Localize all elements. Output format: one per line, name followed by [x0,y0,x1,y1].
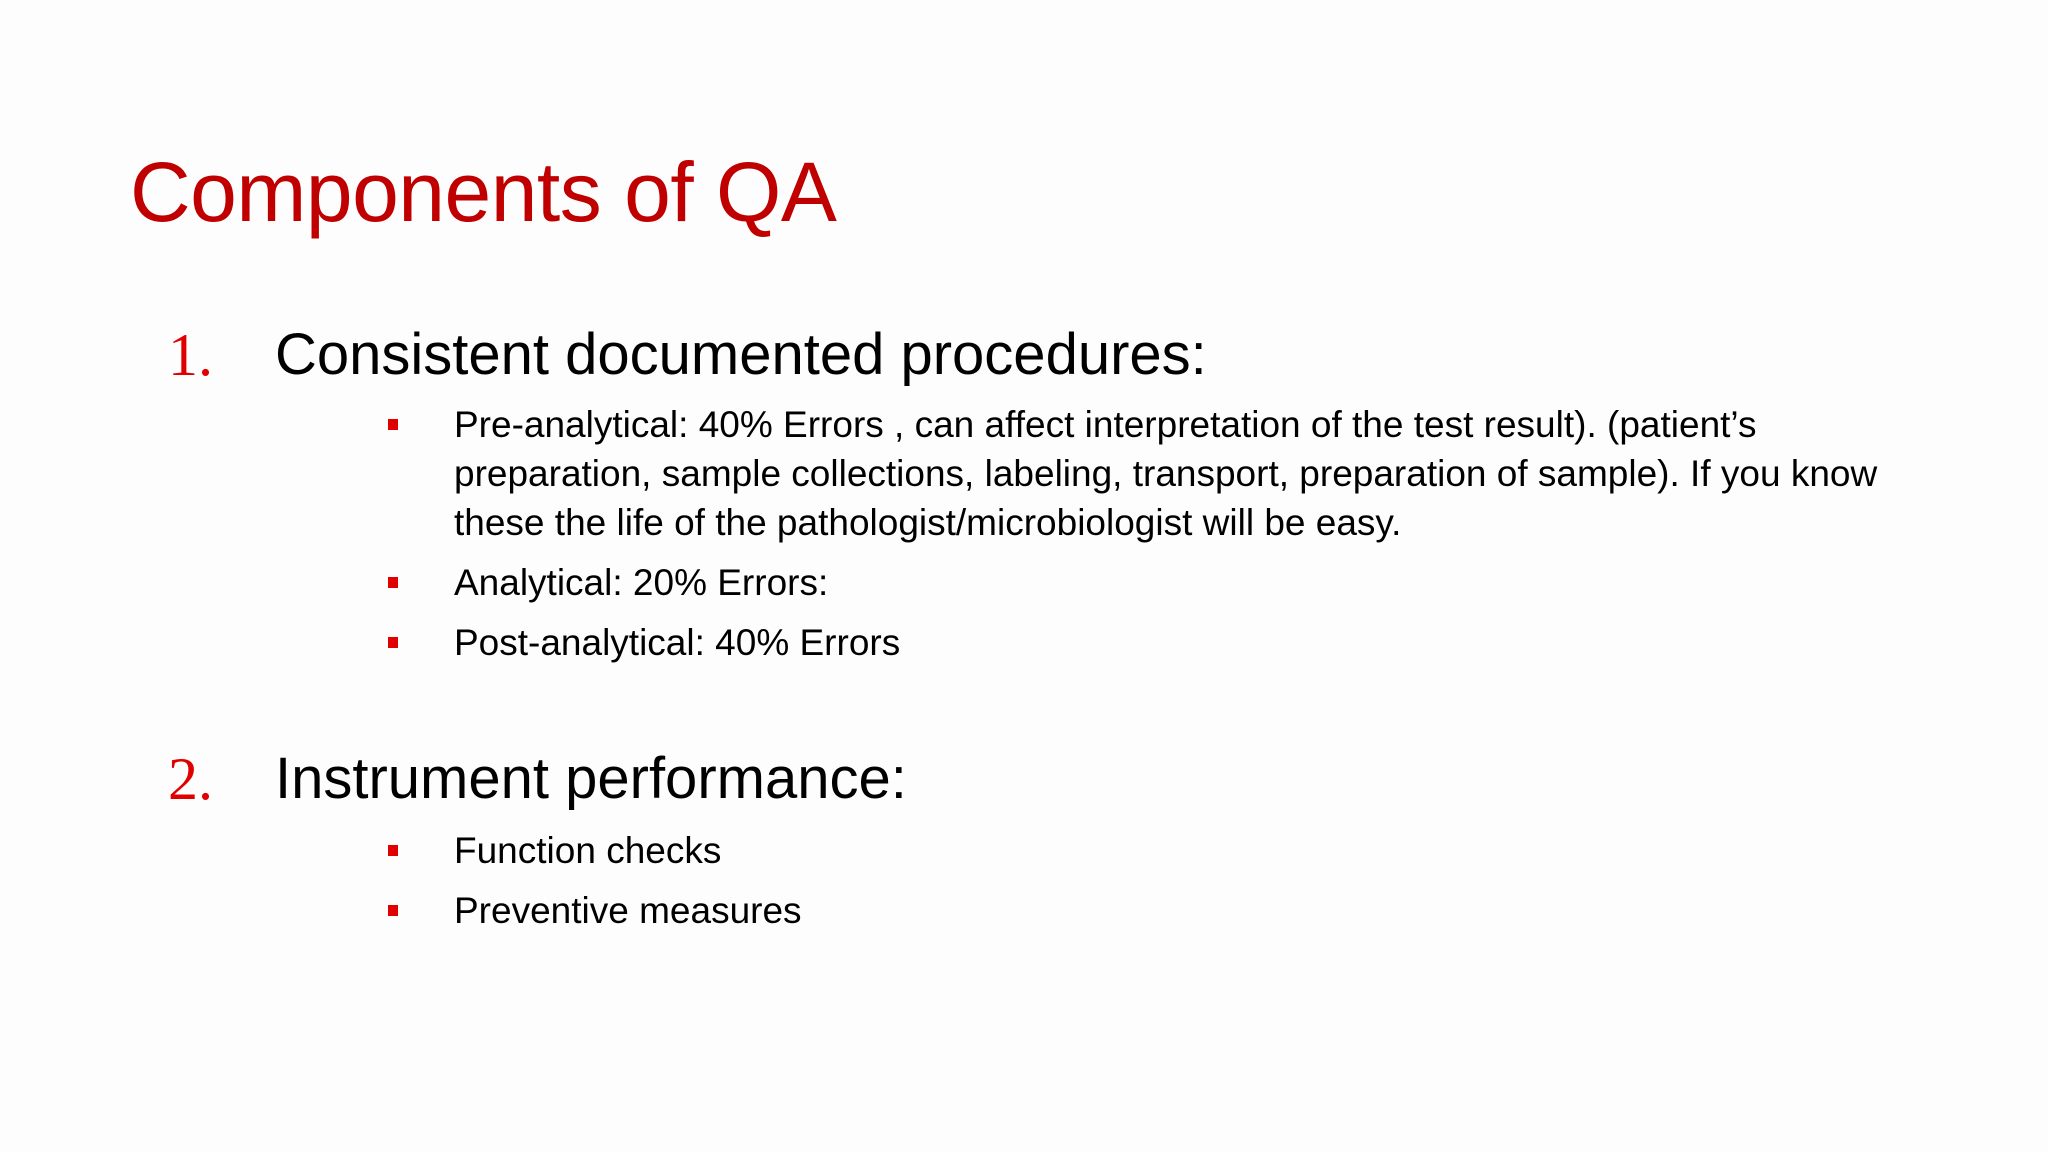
bullet-item-preventive-measures [0,886,1884,935]
section-heading [0,742,2048,816]
section-title: Instrument performance: [275,746,907,811]
section-number: 1. [168,322,213,388]
bullet-item-analytical [0,558,1884,607]
bullet-text: Pre-analytical: 40% Errors , can affect interpretation of the test result). (patient’s preparation, sample collections, labeling, transport, preparation of sample). If you know these the life of the pathologist/microbiologist will be easy. [454,404,1878,543]
section-consistent-procedures [0,318,2048,678]
bullet-text: Analytical: 20% Errors: [454,562,829,603]
slide-title: Components of QA [130,145,837,239]
bullet-list [0,826,2048,935]
bullet-list [0,400,2048,667]
section-instrument-performance [0,742,2048,946]
square-bullet-icon [388,577,398,588]
square-bullet-icon [388,419,398,430]
square-bullet-icon [388,637,398,648]
section-heading [0,318,2048,392]
bullet-item-pre-analytical [0,400,1884,547]
section-title: Consistent documented procedures: [275,322,1207,387]
square-bullet-icon [388,905,398,916]
square-bullet-icon [388,845,398,856]
bullet-text: Preventive measures [454,890,802,931]
bullet-item-post-analytical [0,618,1884,667]
bullet-text: Function checks [454,830,722,871]
section-number: 2. [168,746,213,812]
bullet-text: Post-analytical: 40% Errors [454,622,901,663]
bullet-item-function-checks [0,826,1884,875]
